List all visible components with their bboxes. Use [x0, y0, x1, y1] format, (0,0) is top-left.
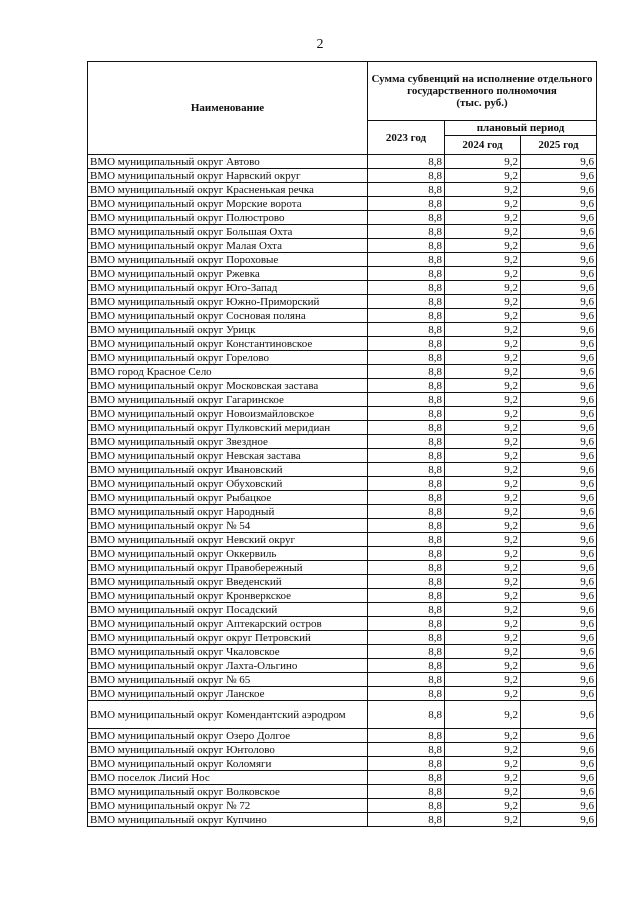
row-value-2023: 8,8 [368, 169, 445, 183]
row-name: ВМО муниципальный округ округ Петровский [88, 631, 368, 645]
row-name: ВМО муниципальный округ Большая Охта [88, 225, 368, 239]
row-value-2023: 8,8 [368, 785, 445, 799]
table-row [88, 645, 597, 659]
table-body [88, 155, 597, 827]
row-name: ВМО муниципальный округ Лахта-Ольгино [88, 659, 368, 673]
table-row [88, 211, 597, 225]
row-value-2024: 9,2 [445, 379, 521, 393]
row-value-2025: 9,6 [521, 351, 597, 365]
row-value-2025: 9,6 [521, 393, 597, 407]
row-value-2024: 9,2 [445, 155, 521, 169]
row-value-2025: 9,6 [521, 239, 597, 253]
row-name: ВМО муниципальный округ Чкаловское [88, 645, 368, 659]
row-value-2023: 8,8 [368, 687, 445, 701]
row-value-2023: 8,8 [368, 435, 445, 449]
row-value-2024: 9,2 [445, 771, 521, 785]
row-name: ВМО муниципальный округ Автово [88, 155, 368, 169]
row-value-2025: 9,6 [521, 379, 597, 393]
row-value-2024: 9,2 [445, 365, 521, 379]
row-value-2025: 9,6 [521, 533, 597, 547]
table-row [88, 729, 597, 743]
row-value-2024: 9,2 [445, 617, 521, 631]
row-value-2023: 8,8 [368, 491, 445, 505]
row-value-2025: 9,6 [521, 701, 597, 729]
row-name: ВМО муниципальный округ Обуховский [88, 477, 368, 491]
row-value-2023: 8,8 [368, 309, 445, 323]
row-value-2025: 9,6 [521, 743, 597, 757]
row-value-2025: 9,6 [521, 407, 597, 421]
row-value-2025: 9,6 [521, 211, 597, 225]
row-value-2023: 8,8 [368, 701, 445, 729]
table-row [88, 771, 597, 785]
table-row [88, 505, 597, 519]
row-value-2025: 9,6 [521, 771, 597, 785]
row-value-2025: 9,6 [521, 617, 597, 631]
table-row [88, 295, 597, 309]
row-value-2025: 9,6 [521, 589, 597, 603]
table-row [88, 281, 597, 295]
row-value-2024: 9,2 [445, 225, 521, 239]
row-name: ВМО муниципальный округ № 65 [88, 673, 368, 687]
row-name: ВМО муниципальный округ Ржевка [88, 267, 368, 281]
table-row [88, 589, 597, 603]
row-value-2025: 9,6 [521, 365, 597, 379]
row-value-2025: 9,6 [521, 253, 597, 267]
table-row [88, 799, 597, 813]
row-value-2024: 9,2 [445, 785, 521, 799]
row-value-2024: 9,2 [445, 477, 521, 491]
row-value-2023: 8,8 [368, 575, 445, 589]
page-number: 2 [316, 37, 324, 52]
row-value-2023: 8,8 [368, 365, 445, 379]
table-row [88, 169, 597, 183]
row-value-2023: 8,8 [368, 757, 445, 771]
row-name: ВМО муниципальный округ Волковское [88, 785, 368, 799]
row-value-2024: 9,2 [445, 309, 521, 323]
row-value-2025: 9,6 [521, 197, 597, 211]
table-row [88, 449, 597, 463]
row-value-2023: 8,8 [368, 267, 445, 281]
table-row [88, 379, 597, 393]
row-value-2024: 9,2 [445, 813, 521, 827]
row-name: ВМО муниципальный округ Константиновское [88, 337, 368, 351]
row-value-2023: 8,8 [368, 421, 445, 435]
row-value-2023: 8,8 [368, 225, 445, 239]
table-row [88, 743, 597, 757]
row-value-2025: 9,6 [521, 309, 597, 323]
row-value-2024: 9,2 [445, 491, 521, 505]
row-name: ВМО муниципальный округ Морские ворота [88, 197, 368, 211]
table-row [88, 197, 597, 211]
row-value-2024: 9,2 [445, 337, 521, 351]
header-sum [368, 62, 597, 121]
row-value-2025: 9,6 [521, 575, 597, 589]
table-row [88, 547, 597, 561]
row-name: ВМО муниципальный округ Коломяги [88, 757, 368, 771]
table-row [88, 365, 597, 379]
row-name: ВМО муниципальный округ Малая Охта [88, 239, 368, 253]
row-value-2025: 9,6 [521, 267, 597, 281]
row-value-2024: 9,2 [445, 211, 521, 225]
row-value-2023: 8,8 [368, 393, 445, 407]
row-name: ВМО муниципальный округ Новоизмайловское [88, 407, 368, 421]
row-name: ВМО муниципальный округ Пороховые [88, 253, 368, 267]
table-row [88, 225, 597, 239]
row-value-2025: 9,6 [521, 463, 597, 477]
row-value-2025: 9,6 [521, 519, 597, 533]
row-value-2023: 8,8 [368, 505, 445, 519]
row-name: ВМО муниципальный округ Ивановский [88, 463, 368, 477]
row-value-2024: 9,2 [445, 631, 521, 645]
row-value-2025: 9,6 [521, 435, 597, 449]
row-value-2023: 8,8 [368, 211, 445, 225]
row-value-2023: 8,8 [368, 183, 445, 197]
row-value-2025: 9,6 [521, 421, 597, 435]
row-value-2023: 8,8 [368, 799, 445, 813]
row-value-2025: 9,6 [521, 281, 597, 295]
row-value-2023: 8,8 [368, 295, 445, 309]
table-row [88, 421, 597, 435]
table-row [88, 519, 597, 533]
table-row [88, 253, 597, 267]
row-name: ВМО муниципальный округ Озеро Долгое [88, 729, 368, 743]
table-row [88, 477, 597, 491]
table-row [88, 337, 597, 351]
table-row [88, 491, 597, 505]
row-value-2025: 9,6 [521, 631, 597, 645]
row-value-2025: 9,6 [521, 785, 597, 799]
row-name: ВМО муниципальный округ Невский округ [88, 533, 368, 547]
row-name: ВМО муниципальный округ Рыбацкое [88, 491, 368, 505]
row-value-2025: 9,6 [521, 183, 597, 197]
row-name: ВМО муниципальный округ Южно-Приморский [88, 295, 368, 309]
row-value-2023: 8,8 [368, 323, 445, 337]
row-value-2024: 9,2 [445, 435, 521, 449]
row-value-2023: 8,8 [368, 771, 445, 785]
table-row [88, 659, 597, 673]
row-value-2023: 8,8 [368, 673, 445, 687]
row-value-2023: 8,8 [368, 603, 445, 617]
row-value-2024: 9,2 [445, 645, 521, 659]
row-value-2023: 8,8 [368, 281, 445, 295]
row-value-2025: 9,6 [521, 729, 597, 743]
row-name: ВМО муниципальный округ Купчино [88, 813, 368, 827]
row-name: ВМО муниципальный округ Введенский [88, 575, 368, 589]
table-row [88, 323, 597, 337]
header-year-2023: 2023 год [368, 121, 445, 155]
row-value-2024: 9,2 [445, 295, 521, 309]
row-name: ВМО муниципальный округ Народный [88, 505, 368, 519]
row-value-2023: 8,8 [368, 477, 445, 491]
row-value-2023: 8,8 [368, 617, 445, 631]
row-name: ВМО муниципальный округ Правобережный [88, 561, 368, 575]
row-value-2023: 8,8 [368, 645, 445, 659]
row-name: ВМО муниципальный округ Гагаринское [88, 393, 368, 407]
row-value-2024: 9,2 [445, 253, 521, 267]
row-value-2024: 9,2 [445, 323, 521, 337]
row-value-2024: 9,2 [445, 519, 521, 533]
row-name: ВМО муниципальный округ Кронверкское [88, 589, 368, 603]
row-name: ВМО муниципальный округ Оккервиль [88, 547, 368, 561]
row-value-2024: 9,2 [445, 197, 521, 211]
table-row [88, 701, 597, 729]
row-value-2025: 9,6 [521, 687, 597, 701]
table-row [88, 617, 597, 631]
table-row [88, 533, 597, 547]
table-row [88, 155, 597, 169]
row-name: ВМО муниципальный округ Красненькая речка [88, 183, 368, 197]
header-units: (тыс. руб.) [456, 97, 508, 109]
row-value-2023: 8,8 [368, 659, 445, 673]
row-value-2025: 9,6 [521, 323, 597, 337]
row-value-2023: 8,8 [368, 519, 445, 533]
row-value-2025: 9,6 [521, 491, 597, 505]
row-value-2024: 9,2 [445, 449, 521, 463]
row-value-2024: 9,2 [445, 351, 521, 365]
table-row [88, 267, 597, 281]
table-row [88, 407, 597, 421]
row-value-2024: 9,2 [445, 421, 521, 435]
header-year-2024: 2024 год [445, 136, 521, 155]
row-name: ВМО муниципальный округ Урицк [88, 323, 368, 337]
row-value-2024: 9,2 [445, 183, 521, 197]
row-name: ВМО муниципальный округ Посадский [88, 603, 368, 617]
row-value-2024: 9,2 [445, 561, 521, 575]
row-value-2023: 8,8 [368, 463, 445, 477]
row-name: ВМО муниципальный округ Звездное [88, 435, 368, 449]
row-value-2024: 9,2 [445, 267, 521, 281]
row-value-2024: 9,2 [445, 687, 521, 701]
header-plan-period: плановый период [445, 121, 597, 136]
table-row [88, 463, 597, 477]
table-row [88, 393, 597, 407]
row-value-2025: 9,6 [521, 561, 597, 575]
table-row [88, 687, 597, 701]
table-row [88, 603, 597, 617]
table-row [88, 575, 597, 589]
row-value-2025: 9,6 [521, 799, 597, 813]
row-value-2025: 9,6 [521, 505, 597, 519]
table-row [88, 435, 597, 449]
table-row [88, 631, 597, 645]
row-name: ВМО муниципальный округ Сосновая поляна [88, 309, 368, 323]
row-value-2024: 9,2 [445, 757, 521, 771]
table-row [88, 183, 597, 197]
table-row [88, 351, 597, 365]
table-row [88, 813, 597, 827]
row-value-2025: 9,6 [521, 645, 597, 659]
row-value-2025: 9,6 [521, 603, 597, 617]
header-name: Наименование [88, 62, 368, 155]
header-year-2025: 2025 год [521, 136, 597, 155]
row-value-2025: 9,6 [521, 659, 597, 673]
row-value-2024: 9,2 [445, 701, 521, 729]
row-name: ВМО муниципальный округ № 72 [88, 799, 368, 813]
row-name: ВМО муниципальный округ Нарвский округ [88, 169, 368, 183]
row-value-2023: 8,8 [368, 589, 445, 603]
row-value-2024: 9,2 [445, 407, 521, 421]
row-name: ВМО муниципальный округ Аптекарский остров [88, 617, 368, 631]
row-value-2024: 9,2 [445, 505, 521, 519]
row-name: ВМО поселок Лисий Нос [88, 771, 368, 785]
row-value-2023: 8,8 [368, 631, 445, 645]
row-value-2024: 9,2 [445, 589, 521, 603]
row-value-2023: 8,8 [368, 449, 445, 463]
row-value-2024: 9,2 [445, 463, 521, 477]
row-value-2024: 9,2 [445, 281, 521, 295]
row-name: ВМО муниципальный округ Ланское [88, 687, 368, 701]
row-value-2025: 9,6 [521, 155, 597, 169]
row-value-2025: 9,6 [521, 295, 597, 309]
row-value-2024: 9,2 [445, 673, 521, 687]
table-row [88, 673, 597, 687]
header-sum-title: Сумма субвенций на исполнение отдельного государственного полномочия [371, 73, 593, 97]
row-value-2023: 8,8 [368, 155, 445, 169]
row-value-2023: 8,8 [368, 813, 445, 827]
row-value-2025: 9,6 [521, 547, 597, 561]
row-name: ВМО муниципальный округ Юнтолово [88, 743, 368, 757]
row-name: ВМО муниципальный округ Полюстрово [88, 211, 368, 225]
row-value-2023: 8,8 [368, 729, 445, 743]
row-value-2024: 9,2 [445, 239, 521, 253]
row-name: ВМО муниципальный округ Горелово [88, 351, 368, 365]
row-value-2023: 8,8 [368, 407, 445, 421]
row-name: ВМО муниципальный округ Пулковский меридиан [88, 421, 368, 435]
row-value-2023: 8,8 [368, 253, 445, 267]
row-name: ВМО муниципальный округ Юго-Запад [88, 281, 368, 295]
table-row [88, 757, 597, 771]
row-value-2024: 9,2 [445, 533, 521, 547]
row-value-2023: 8,8 [368, 351, 445, 365]
row-value-2025: 9,6 [521, 757, 597, 771]
row-value-2024: 9,2 [445, 729, 521, 743]
table-row [88, 561, 597, 575]
row-value-2025: 9,6 [521, 449, 597, 463]
row-name: ВМО муниципальный округ Комендантский аэродром [88, 701, 368, 729]
table-header [88, 62, 597, 155]
row-value-2023: 8,8 [368, 547, 445, 561]
row-value-2025: 9,6 [521, 813, 597, 827]
row-value-2024: 9,2 [445, 575, 521, 589]
row-value-2025: 9,6 [521, 169, 597, 183]
row-name: ВМО муниципальный округ Невская застава [88, 449, 368, 463]
row-value-2025: 9,6 [521, 673, 597, 687]
row-value-2023: 8,8 [368, 379, 445, 393]
table-row [88, 309, 597, 323]
row-name: ВМО муниципальный округ Московская застава [88, 379, 368, 393]
row-value-2024: 9,2 [445, 743, 521, 757]
row-value-2024: 9,2 [445, 169, 521, 183]
row-value-2023: 8,8 [368, 337, 445, 351]
subventions-table [87, 61, 597, 827]
row-value-2024: 9,2 [445, 393, 521, 407]
row-value-2025: 9,6 [521, 337, 597, 351]
row-value-2023: 8,8 [368, 239, 445, 253]
row-name: ВМО город Красное Село [88, 365, 368, 379]
row-value-2024: 9,2 [445, 603, 521, 617]
row-value-2025: 9,6 [521, 477, 597, 491]
table-row [88, 239, 597, 253]
table-row [88, 785, 597, 799]
row-value-2025: 9,6 [521, 225, 597, 239]
row-value-2024: 9,2 [445, 547, 521, 561]
row-value-2024: 9,2 [445, 659, 521, 673]
row-value-2023: 8,8 [368, 561, 445, 575]
row-value-2023: 8,8 [368, 743, 445, 757]
row-value-2023: 8,8 [368, 533, 445, 547]
row-value-2024: 9,2 [445, 799, 521, 813]
row-name: ВМО муниципальный округ № 54 [88, 519, 368, 533]
row-value-2023: 8,8 [368, 197, 445, 211]
